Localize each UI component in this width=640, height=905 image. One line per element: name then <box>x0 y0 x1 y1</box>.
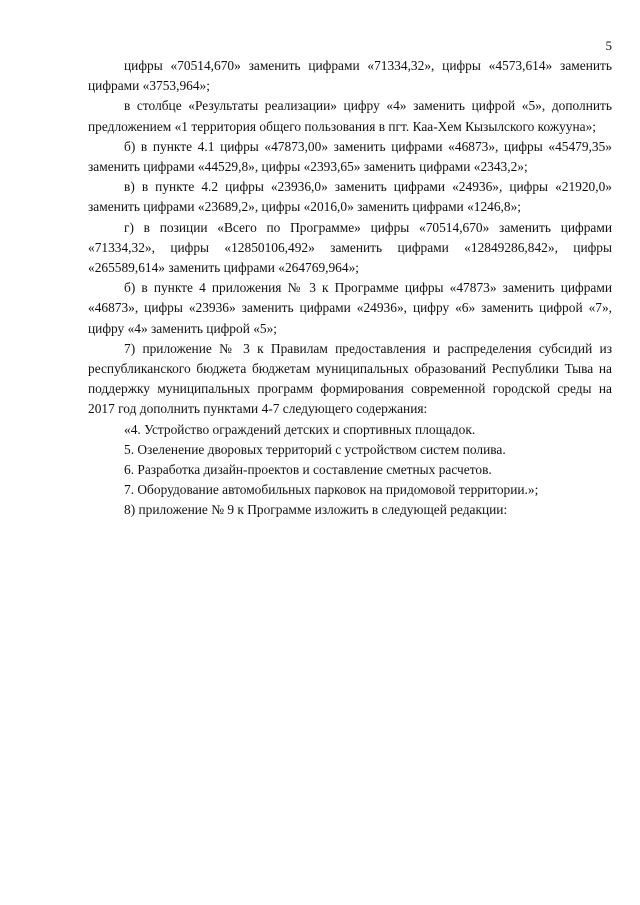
document-body <box>88 56 612 521</box>
paragraph-item-7-appendix-rules: 7) приложение № 3 к Правилам предоставления и распределения субсидий из республиканского бюджета бюджетам муниципальных образований Республики Тыва на поддержку муниципальных программ формирования современной городской среды на 2017 год дополнить пунктами 4-7 следующего содержания: <box>88 340 612 417</box>
paragraph-figures-replacement: цифры «70514,670» заменить цифрами «71334,32», цифры «4573,614» заменить цифрами «3753,964»; <box>88 58 612 94</box>
list-item-4-fences: «4. Устройство ограждений детских и спортивных площадок. <box>124 421 476 437</box>
paragraph-item-v-point-4-2: в) в пункте 4.2 цифры «23936,0» заменить цифрами «24936», цифры «21920,0» заменить цифрами «23689,2», цифры «2016,0» заменить цифрами «1246,8»; <box>88 179 612 215</box>
list-item-6-design: 6. Разработка дизайн-проектов и составление сметных расчетов. <box>124 462 492 478</box>
paragraph-results-column: в столбце «Результаты реализации» цифру «4» заменить цифрой «5», дополнить предложением «1 территория общего пользования в пгт. Каа-Хем Кызылского кожууна»; <box>88 98 612 134</box>
paragraph-item-b-appendix-3: б) в пункте 4 приложения № 3 к Программе цифры «47873» заменить цифрами «46873», цифры «23936» заменить цифрами «24936», цифру «6» заменить цифрой «7», цифру «4» заменить цифрой «5»; <box>88 280 612 336</box>
list-item-7-parking: 7. Оборудование автомобильных парковок на придомовой территории.»; <box>124 482 539 498</box>
paragraph-item-g-program-total: г) в позиции «Всего по Программе» цифры «70514,670» заменить цифрами «71334,32», цифры «12850106,492» заменить цифрами «12849286,842», цифры «265589,614» заменить цифрами «264769,964»; <box>88 219 612 276</box>
paragraph-item-8-appendix-9: 8) приложение № 9 к Программе изложить в следующей редакции: <box>124 502 508 518</box>
paragraph-item-b-point-4-1: б) в пункте 4.1 цифры «47873,00» заменить цифрами «46873», цифры «45479,35» заменить цифрами «44529,8», цифры «2393,65» заменить цифрами «2343,2»; <box>88 138 612 175</box>
list-item-5-greening: 5. Озеленение дворовых территорий с устройством систем полива. <box>124 441 506 457</box>
page-number: 5 <box>605 38 612 53</box>
